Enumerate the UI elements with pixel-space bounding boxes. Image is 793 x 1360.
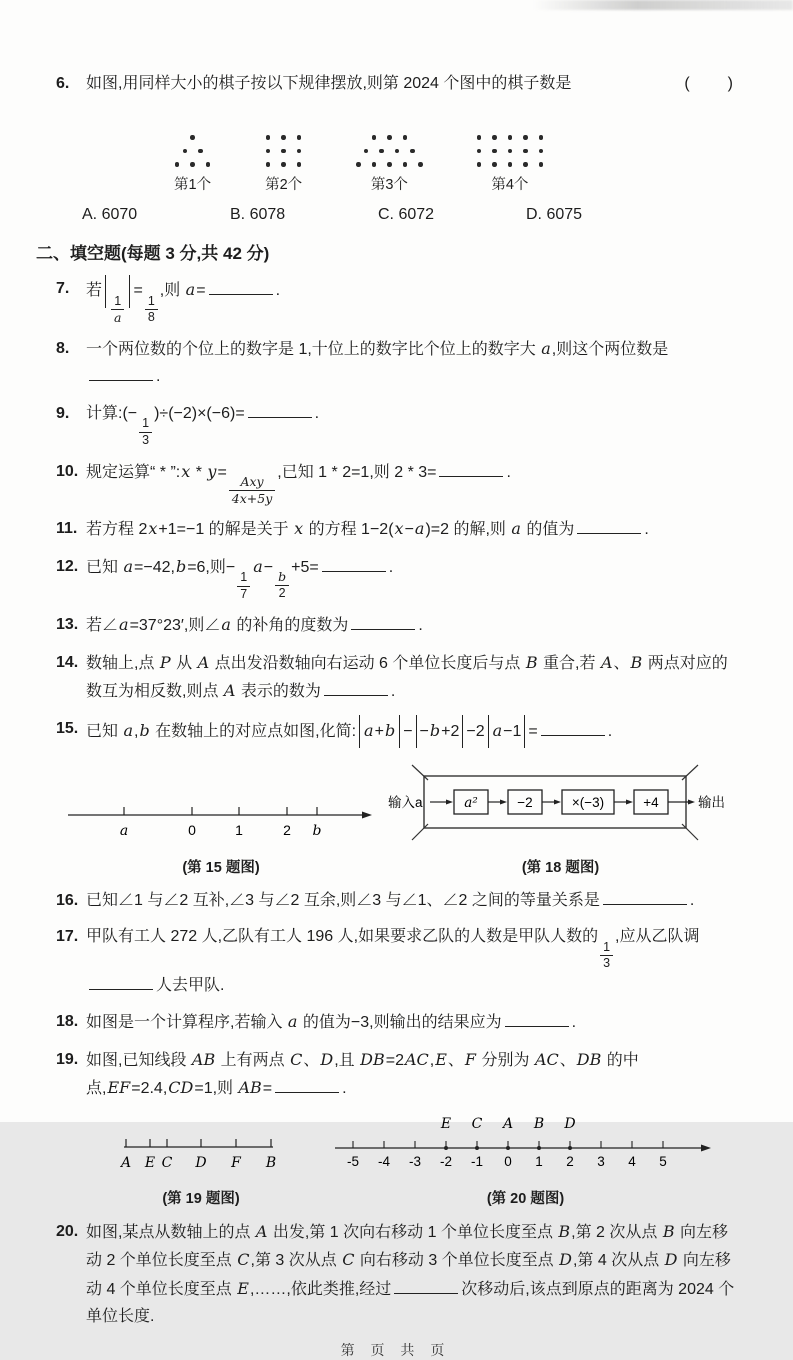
- question-19: [56, 1046, 735, 1103]
- svg-text:2: 2: [283, 821, 291, 838]
- figure-18: [386, 759, 735, 877]
- question-text: 计算:(− $\frac{1}{3}$ )÷(−2)×(−6)= .: [86, 405, 319, 422]
- svg-text:D: D: [563, 1115, 576, 1132]
- svg-text:输入a: 输入a: [387, 794, 423, 810]
- dot-figure-2: [265, 117, 302, 194]
- option-c: C. 6072: [378, 205, 435, 223]
- svg-text:输出: 输出: [697, 794, 725, 810]
- question-16: [56, 887, 735, 915]
- question-text: 规定运算“ * ”:x * y= $\frac{\text{Axy}}{4x+5y}$ ,已知 1 * 2=1,则 2 * 3= .: [86, 461, 511, 506]
- question-number: 10.: [56, 462, 79, 480]
- number-line-figure-20: [335, 1114, 717, 1178]
- dot-figure-1: [174, 117, 211, 194]
- svg-text:-2: -2: [439, 1153, 452, 1169]
- flow-diagram-figure-18: [388, 759, 734, 847]
- svg-text:3: 3: [596, 1153, 605, 1169]
- question-6: [56, 70, 735, 98]
- question-9: [56, 400, 735, 449]
- question-12: [56, 553, 735, 603]
- question-number: 12.: [56, 557, 79, 575]
- section-2-header: 二、填空题(每题 3 分,共 42 分): [36, 243, 270, 263]
- svg-text:0: 0: [188, 821, 196, 838]
- dot-pattern: [265, 117, 302, 167]
- question-14: [56, 649, 735, 706]
- svg-text:F: F: [231, 1154, 241, 1171]
- dot-figure-4: [477, 117, 544, 194]
- question-10: [56, 458, 735, 507]
- svg-text:a²: a²: [463, 794, 478, 811]
- q6-dot-figures: [174, 117, 735, 194]
- svg-text:+4: +4: [642, 794, 659, 810]
- svg-text:1: 1: [534, 1153, 543, 1169]
- question-17: [56, 923, 735, 999]
- svg-text:-3: -3: [408, 1153, 421, 1169]
- dot-figure-caption: 第2个: [265, 176, 303, 193]
- question-number: 18.: [56, 1013, 79, 1031]
- svg-text:×(−3): ×(−3): [571, 794, 604, 810]
- option-b: B. 6078: [230, 205, 286, 223]
- svg-text:4: 4: [627, 1153, 636, 1169]
- svg-text:b: b: [312, 822, 322, 839]
- dot-figure-3: [356, 117, 423, 194]
- dot-figure-caption: 第3个: [370, 176, 408, 193]
- question-number: 11.: [56, 520, 78, 538]
- question-13: [56, 611, 735, 640]
- figure-20: [316, 1114, 735, 1208]
- question-number: 14.: [56, 653, 79, 671]
- svg-text:A: A: [120, 1154, 132, 1171]
- dot-figure-caption: 第1个: [174, 176, 212, 193]
- svg-text:A: A: [502, 1115, 513, 1132]
- question-text: 若方程 2x+1=−1 的解是关于 x 的方程 1−2(x−a)=2 的解,则 a 的值为 .: [86, 519, 649, 539]
- question-text: 如图,用同样大小的棋子按以下规律摆放,则第 2024 个图中的棋子数是: [86, 75, 572, 92]
- question-20: [56, 1218, 735, 1331]
- figure-row-19-20: [56, 1114, 735, 1208]
- question-number: 20.: [56, 1222, 79, 1240]
- question-number: 6.: [56, 75, 70, 92]
- question-text: 已知∠1 与∠2 互补,∠3 与∠2 互余,则∠3 与∠1、∠2 之间的等量关系是 .: [86, 892, 694, 909]
- question-number: 15.: [56, 719, 79, 737]
- figure-15: [56, 799, 386, 877]
- scan-artifact: [533, 0, 793, 10]
- question-number: 13.: [56, 616, 79, 634]
- dot-pattern: [356, 117, 423, 167]
- question-number: 9.: [56, 405, 70, 422]
- figure-caption: (第 20 题图): [486, 1190, 565, 1207]
- figure-caption: (第 18 题图): [521, 859, 600, 876]
- svg-text:-5: -5: [346, 1153, 359, 1169]
- svg-text:2: 2: [565, 1153, 574, 1169]
- figure-caption: (第 15 题图): [182, 859, 260, 876]
- svg-text:-1: -1: [470, 1153, 483, 1169]
- question-11: [56, 515, 735, 544]
- question-text: 已知 a=−42,b=6,则− $\frac{1}{7}$ a− $\frac{b}{2}$ +5= .: [86, 556, 394, 601]
- question-text: 如图是一个计算程序,若输入 a 的值为−3,则输出的结果应为 .: [86, 1012, 577, 1032]
- svg-text:−2: −2: [516, 794, 533, 810]
- dot-figure-caption: 第4个: [491, 176, 529, 193]
- question-text: 甲队有工人 272 人,乙队有工人 196 人,如果要求乙队的人数是甲队人数的 $\frac{1}{3}$ ,应从乙队调人去甲队.: [86, 928, 700, 994]
- svg-text:E: E: [440, 1115, 451, 1132]
- question-8: [56, 335, 735, 391]
- svg-text:C: C: [161, 1154, 173, 1171]
- question-text: 一个两位数的个位上的数字是 1,十位上的数字比个位上的数字大 a,则这个两位数是.: [86, 338, 669, 386]
- svg-text:-4: -4: [377, 1153, 390, 1169]
- question-number: 17.: [56, 928, 79, 946]
- page-footer: 第 页 共 页: [340, 1342, 451, 1358]
- question-number: 19.: [56, 1050, 79, 1068]
- question-number: 8.: [56, 339, 70, 357]
- figure-caption: (第 19 题图): [162, 1190, 240, 1207]
- dot-pattern: [174, 117, 211, 167]
- question-18: [56, 1008, 735, 1037]
- svg-text:5: 5: [658, 1153, 667, 1169]
- svg-text:B: B: [533, 1115, 544, 1132]
- option-d: D. 6075: [526, 205, 583, 223]
- number-line-figure-15: [66, 799, 376, 847]
- segment-figure-19: [121, 1134, 281, 1178]
- answer-bracket: ( ): [684, 75, 735, 92]
- q6-options: [82, 206, 735, 224]
- question-number: 7.: [56, 279, 70, 297]
- question-text: 若∠a=37°23′,则∠a 的补角的度数为 .: [86, 615, 423, 635]
- question-text: 如图,已知线段 AB 上有两点 C、D,且 DB=2AC,E、F 分别为 AC、DB 的中点,EF=2.4,CD=1,则 AB= .: [86, 1049, 639, 1098]
- svg-text:D: D: [195, 1154, 207, 1171]
- question-number: 16.: [56, 891, 79, 909]
- svg-text:E: E: [144, 1154, 156, 1171]
- svg-text:0: 0: [503, 1153, 512, 1169]
- question-text: 已知 a,b 在数轴上的对应点如图,化简: a+b − −b+2 −2 a−1 = .: [86, 723, 612, 740]
- figure-19: [86, 1134, 316, 1208]
- svg-text:1: 1: [235, 821, 243, 838]
- question-text: 如图,某点从数轴上的点 A 出发,第 1 次向右移动 1 个单位长度至点 B,第 2 次从点 B 向左移动 2 个单位长度至点 C,第 3 次从点 C 向右移动 3 个单位长度至点 D,第 4 次从点 D 向左移动 4 个单位长度至点 E,……,依此类推,经过 次移动后,该点到原点的距离为 2024 个单位长度.: [86, 1221, 735, 1326]
- question-text: 若 $\frac{1}{a}$ = $\frac{1}{8}$ ,则 a= .: [86, 282, 280, 299]
- option-a: A. 6070: [82, 205, 138, 223]
- dot-pattern: [477, 117, 544, 167]
- question-7: [56, 275, 735, 326]
- svg-text:a: a: [119, 822, 129, 839]
- figure-row-15-18: [56, 759, 735, 877]
- question-15: [56, 715, 735, 748]
- svg-text:B: B: [265, 1154, 277, 1171]
- svg-text:C: C: [471, 1115, 482, 1132]
- question-text: 数轴上,点 P 从 A 点出发沿数轴向右运动 6 个单位长度后与点 B 重合,若 A、B 两点对应的数互为相反数,则点 A 表示的数为 .: [86, 652, 728, 701]
